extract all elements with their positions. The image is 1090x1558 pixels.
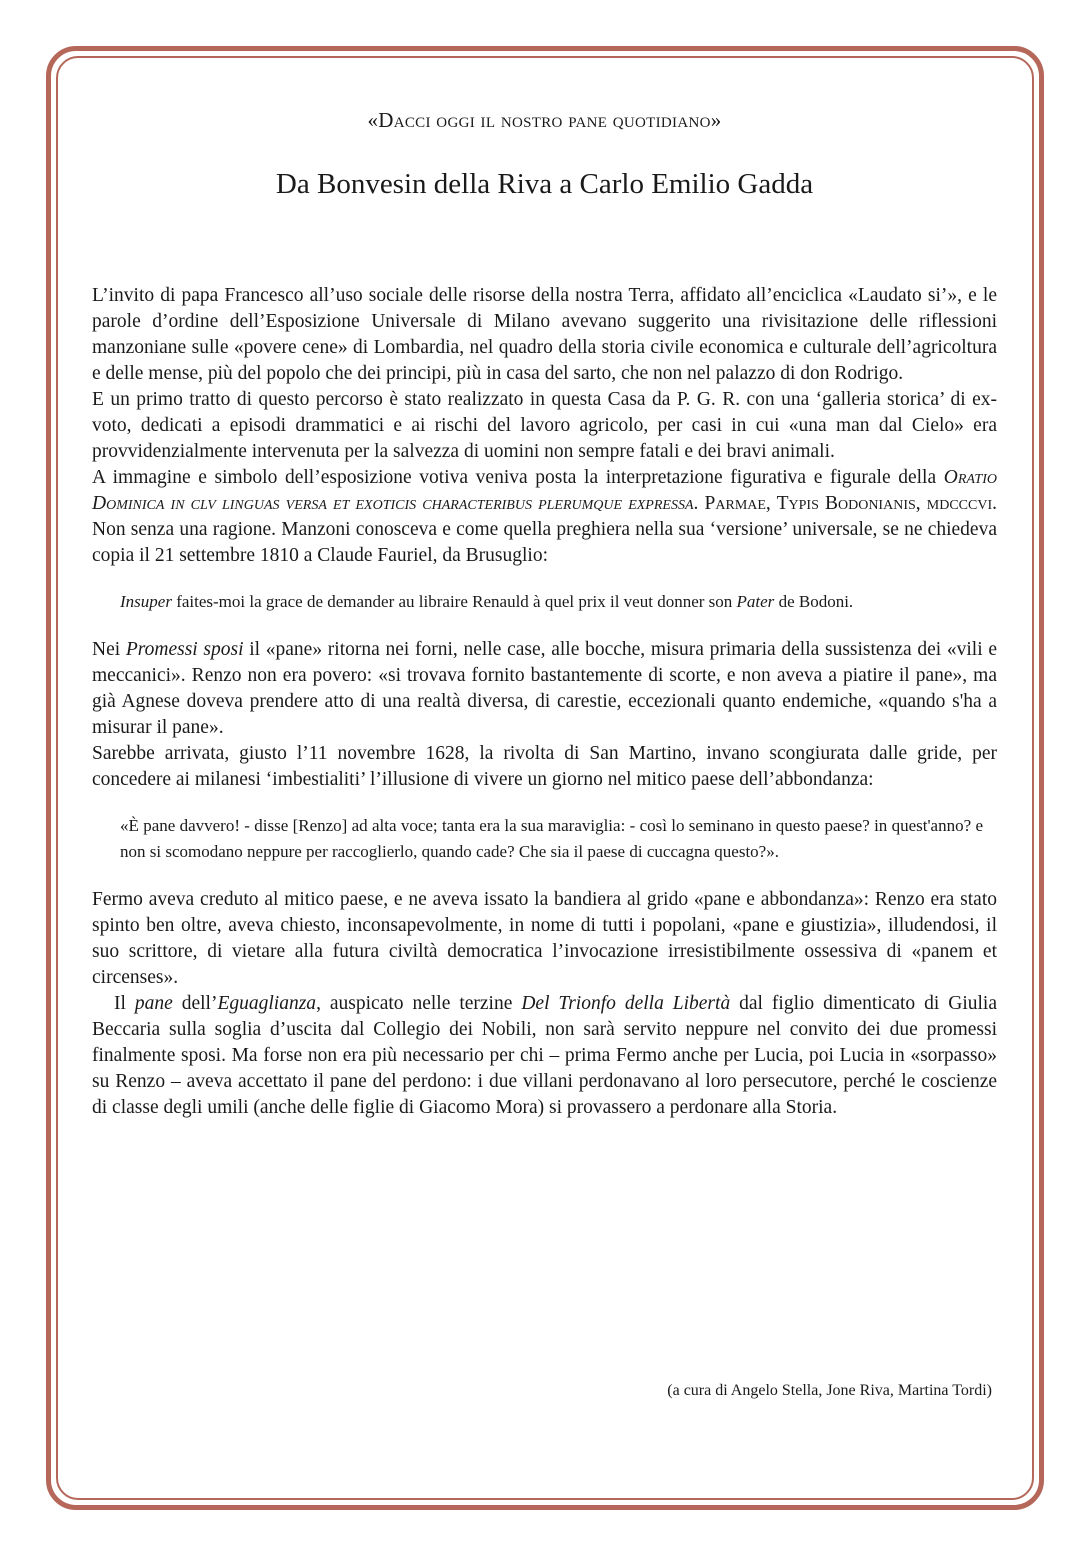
- paragraph-4-text-a: Nei: [92, 639, 126, 660]
- credits-line: (a cura di Angelo Stella, Jone Riva, Martina Tordi): [667, 1382, 992, 1399]
- paragraph-5: Sarebbe arrivata, giusto l’11 novembre 1628, la rivolta di San Martino, invano scongiurata dalle gride, per concedere ai milanesi ‘imbestialiti’ l’illusione di vivere un giorno nel mitico paese dell’abbondanza:: [92, 743, 997, 790]
- paragraph-3: [92, 465, 997, 569]
- paragraph-7-text-g: dal figlio dimenticato di Giulia Beccaria sulla soglia d’uscita dal Collegio dei Nobili, non sarà servito neppure nel convito dei due promessi finalmente sposi. Ma forse non era più necessario per chi – prima Fermo anche per Lucia, poi Lucia in «sorpasso» su Renzo – aveva accettato il pane del perdono: i due villani perdonavano al loro persecutore, perché le coscienze di classe degli umili (anche delle figlie di Giacomo Mora) si provassero a perdonare alla Storia.: [92, 993, 997, 1118]
- paragraph-4: [92, 637, 997, 741]
- paragraph-3-text-b: .: [693, 493, 705, 514]
- work-title-oratio-dominica: Oratio Dominica in clv linguas versa et exoticis characteribus plerumque expressa: [92, 467, 997, 514]
- work-title-promessi-sposi: Promessi sposi: [125, 639, 244, 660]
- page-title: Da Bonvesin della Riva a Carlo Emilio Gadda: [275, 168, 814, 200]
- paragraph-7-text-c: dell’: [172, 993, 218, 1014]
- quote-1-pater: Pater: [736, 592, 775, 611]
- imprint-parmae: Parmae, Typis Bodonianis, mdcccvi: [704, 493, 993, 514]
- paragraph-7-pane: pane: [134, 993, 173, 1014]
- paragraph-7: [92, 991, 997, 1121]
- blockquote-fauriel: [120, 589, 997, 615]
- main-text: [92, 283, 997, 1121]
- quote-1-end: de Bodoni.: [774, 592, 854, 611]
- paragraph-7-text-e: , auspicato nelle terzine: [316, 993, 522, 1014]
- blockquote-renzo: «È pane davvero! - disse [Renzo] ad alta voce; tanta era la sua maraviglia: - così lo seminano in questo paese? in quest'anno? e non si scomodano neppure per raccoglierlo, quando cade? Che sia il paese di cuccagna questo?».: [120, 816, 983, 861]
- paragraph-1: L’invito di papa Francesco all’uso sociale delle risorse della nostra Terra, affidato all’enciclica «Laudato si’», e le parole d’ordine dell’Esposizione Universale di Milano avevano suggerito una rivisitazione delle riflessioni manzoniane sulle «povere cene» di Lombardia, nel quadro della storia civile economica e culturale dell’agricoltura e delle mense, più del popolo che dei principi, più in casa del sarto, che non nel palazzo di don Rodrigo.: [92, 285, 997, 384]
- paragraph-6: Fermo aveva creduto al mitico paese, e ne aveva issato la bandiera al grido «pane e abbondanza»: Renzo era stato spinto ben oltre, aveva chiesto, inconsapevolmente, in nome di tutti i popolani, «pane e giustizia», illudendosi, il suo scrittore, di vietare alla futura civiltà democratica l’invocazione irresistibilmente ossessiva di «panem et circenses».: [92, 889, 997, 988]
- paragraph-3-text-c: . Non senza una ragione. Manzoni conosceva e come quella preghiera nella sua ‘versione’ universale, se ne chiedeva copia il 21 settembre 1810 a Claude Fauriel, da Brusuglio:: [92, 493, 997, 566]
- paragraph-2: E un primo tratto di questo percorso è stato realizzato in questa Casa da P. G. R. con una ‘galleria storica’ di ex-voto, dedicati a episodi drammatici e ai rischi del lavoro agricolo, per casi in cui «una man dal Cielo» era provvidenzialmente intervenuta per la salvezza di uomini non sempre fatali e dei bravi animali.: [92, 389, 997, 462]
- quote-1-insuper: Insuper: [120, 592, 172, 611]
- paragraph-3-text-a: A immagine e simbolo dell’esposizione votiva veniva posta la interpretazione figurativa e figurale della: [92, 467, 944, 488]
- work-title-trionfo-liberta: Del Trionfo della Libertà: [521, 993, 731, 1014]
- paragraph-7-text-a: Il: [114, 993, 135, 1014]
- quote-1-text: faites-moi la grace de demander au libraire Renauld à quel prix il veut donner son: [171, 592, 737, 611]
- paragraph-7-eguaglianza: Eguaglianza: [217, 993, 317, 1014]
- document-body: [92, 108, 997, 1121]
- kicker-quote: «Dacci oggi il nostro pane quotidiano»: [367, 108, 722, 132]
- paragraph-4-text-c: il «pane» ritorna nei forni, nelle case, alle bocche, misura primaria della sussistenza dei «vili e meccanici». Renzo non era povero: «si trovava fornito bastantemente di scorte, e non aveva a piatire il pane», ma già Agnese doveva prendere atto di una realtà diversa, di carestie, eccezionali quanto endemiche, «quando s'ha a misurar il pane».: [92, 639, 997, 738]
